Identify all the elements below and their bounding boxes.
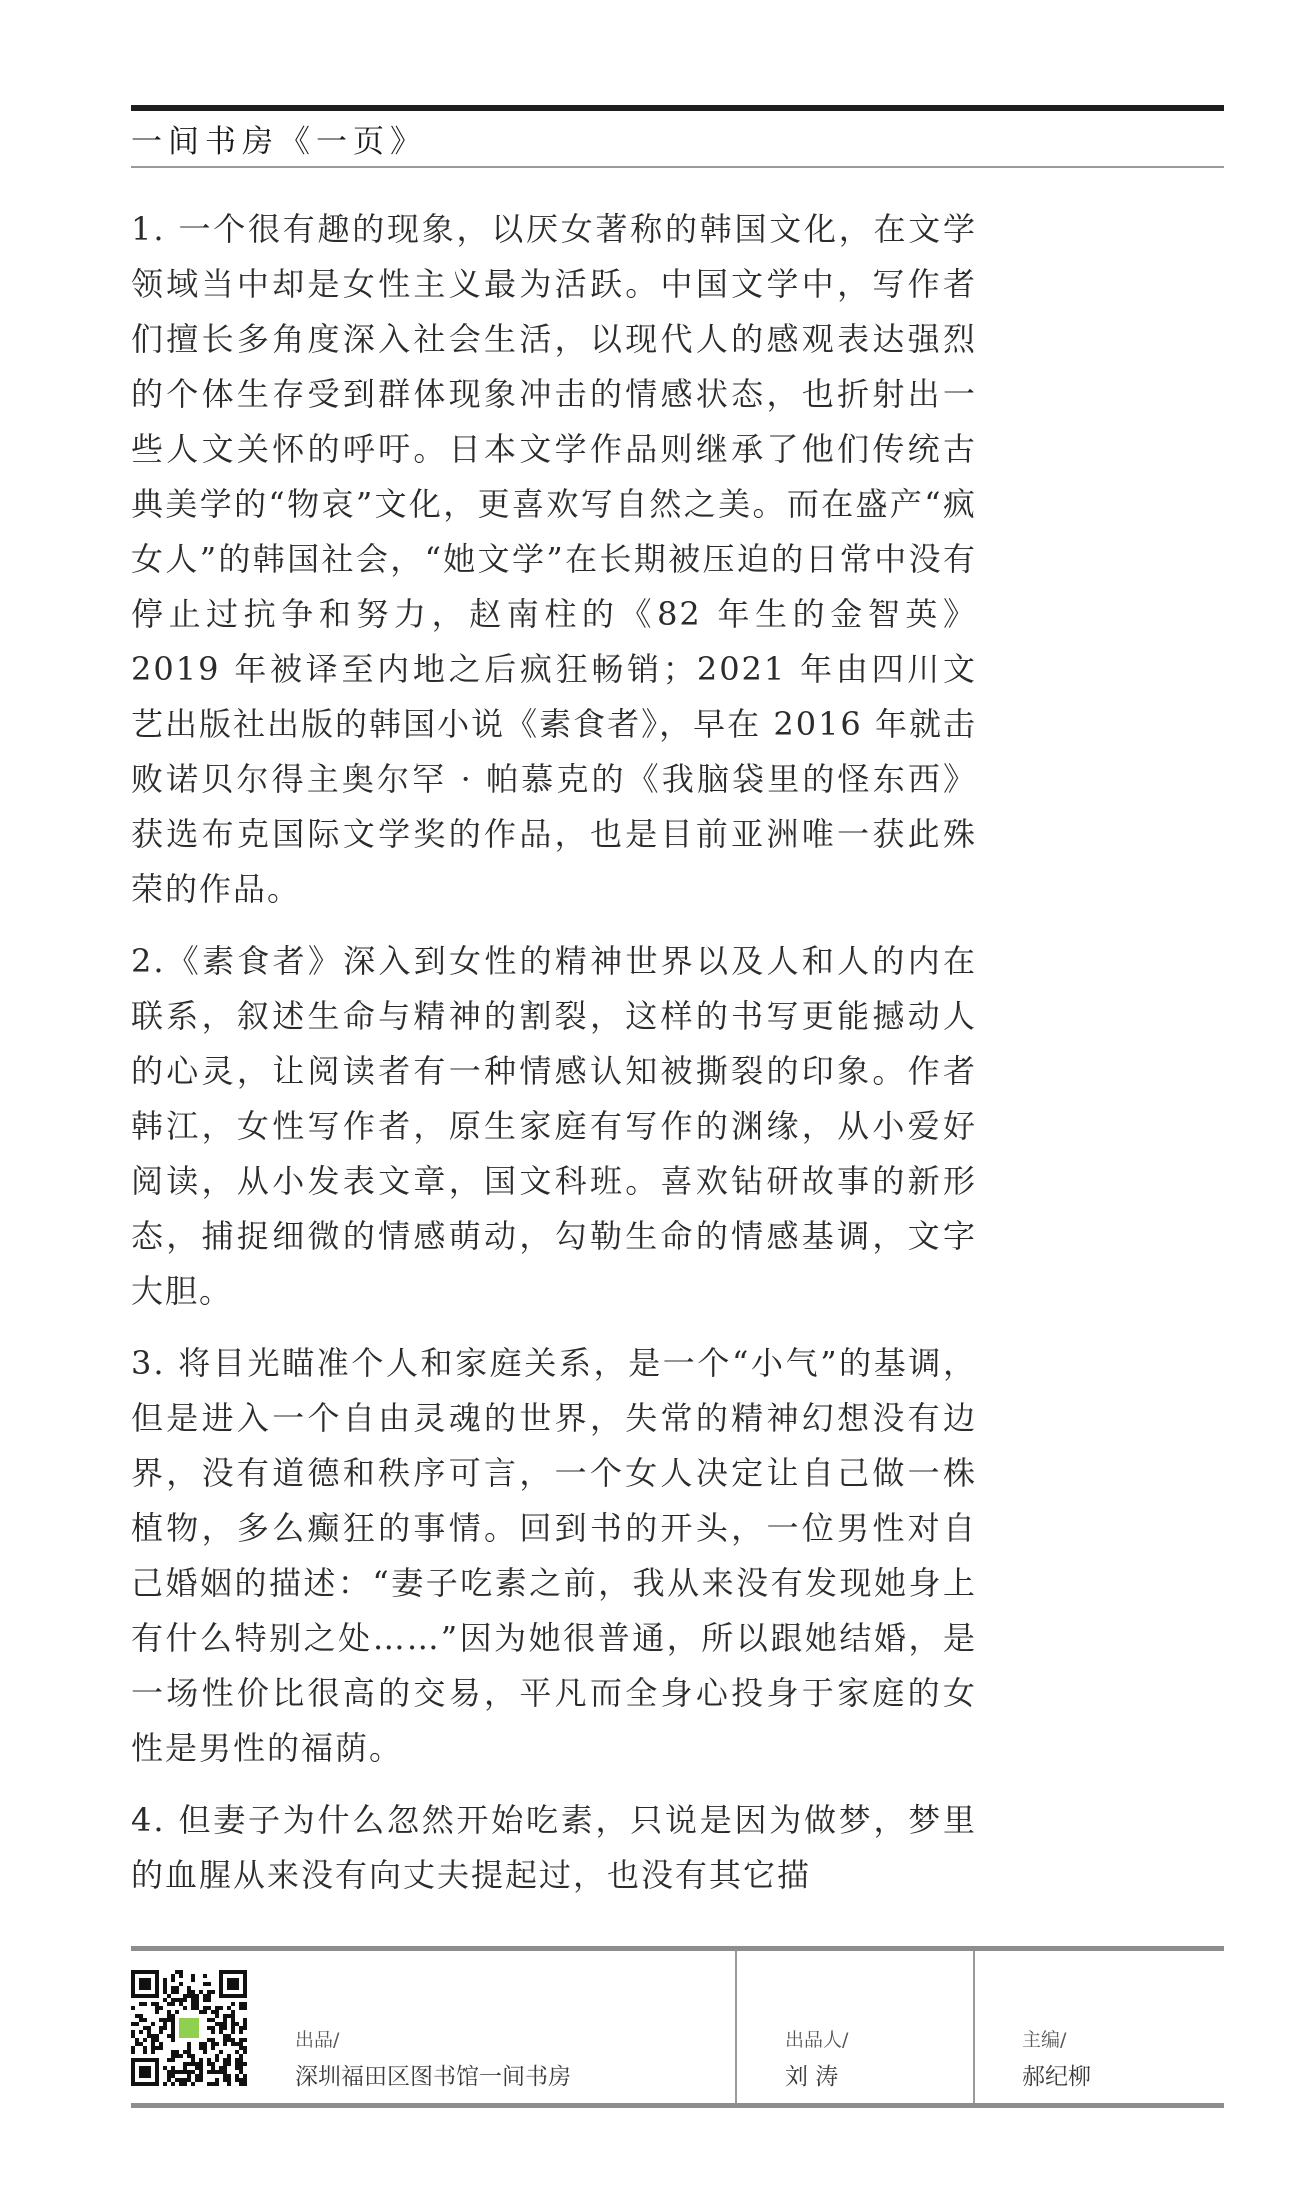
header-top-rule [131,105,1224,111]
editor-label: 主编/ [1022,2029,1067,2051]
producer-label: 出品人/ [785,2029,849,2051]
page-header-title: 一间书房《一页》 [131,124,427,160]
publisher-label: 出品/ [295,2029,340,2051]
footer-top-rule [131,1946,1224,1951]
paragraph-1: 1. 一个很有趣的现象，以厌女著称的韩国文化，在文学领域当中却是女性主义最为活跃。中国文学中，写作者们擅长多角度深入社会生活，以现代人的感观表达强烈的个体生存受到群体现象冲击的情感状态，也折射出一些人文关怀的呼吁。日本文学作品则继承了他们传统古典美学的“物哀”文化，更喜欢写自然之美。而在盛产“疯女人”的韩国社会，“她文学”在长期被压迫的日常中没有停止过抗争和努力，赵南柱的《82 年生的金智英》2019 年被译至内地之后疯狂畅销；2021 年由四川文艺出版社出版的韩国小说《素食者》，早在 2016 年就击败诺贝尔得主奥尔罕 · 帕慕克的《我脑袋里的怪东西》获选布克国际文学奖的作品，也是目前亚洲唯一获此殊荣的作品。 [131,210,977,908]
paragraph-3: 3. 将目光瞄准个人和家庭关系，是一个“小气”的基调，但是进入一个自由灵魂的世界，失常的精神幻想没有边界，没有道德和秩序可言，一个女人决定让自己做一株植物，多么癫狂的事情。回到书的开头，一位男性对自己婚姻的描述：“妻子吃素之前，我从来没有发现她身上有什么特别之处……”因为她很普通，所以跟她结婚，是一场性价比很高的交易，平凡而全身心投身于家庭的女性是男性的福荫。 [131,1344,977,1767]
editor-value: 郝纪柳 [1022,2064,1091,2090]
footer-bottom-rule [131,2103,1224,2108]
footer-divider-2 [973,1951,975,2103]
paragraph-2: 2.《素食者》深入到女性的精神世界以及人和人的内在联系，叙述生命与精神的割裂，这样的书写更能撼动人的心灵，让阅读者有一种情感认知被撕裂的印象。作者韩江，女性写作者，原生家庭有写作的渊缘，从小爱好阅读，从小发表文章，国文科班。喜欢钻研故事的新形态，捕捉细微的情感萌动，勾勒生命的情感基调，文字大胆。 [131,942,977,1310]
footer-divider-1 [735,1951,737,2103]
qr-code-icon [131,1970,247,2086]
paragraph-4: 4. 但妻子为什么忽然开始吃素，只说是因为做梦，梦里的血腥从来没有向丈夫提起过，也没有其它描 [131,1801,977,1894]
article-body [131,202,977,1922]
publisher-value: 深圳福田区图书馆一间书房 [295,2064,571,2090]
producer-value: 刘 涛 [785,2064,839,2090]
header-bottom-rule [131,166,1224,168]
